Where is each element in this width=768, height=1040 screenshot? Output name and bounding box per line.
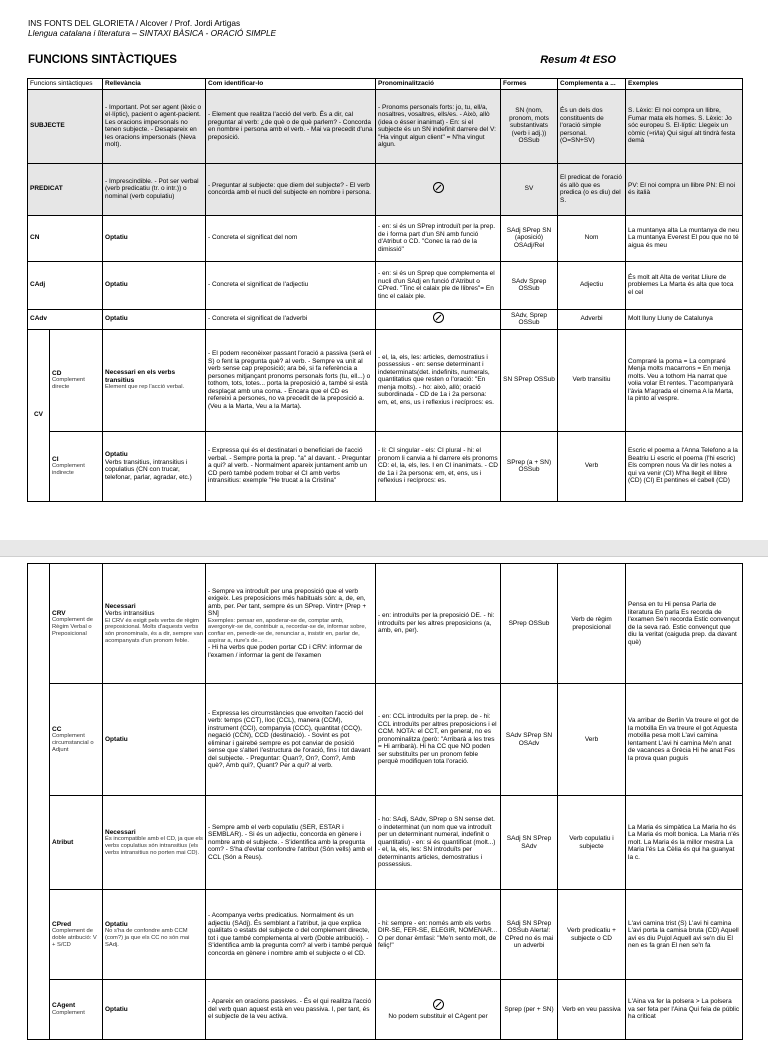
relevance-text: Necessari [105, 828, 136, 836]
function-name-text: CC [52, 725, 62, 733]
table-row [28, 163, 743, 215]
course-header: Llengua catalana i literatura – SINTAXI BÀSICA - ORACIÓ SIMPLE [28, 28, 277, 38]
cell-complements: Verb [558, 684, 626, 796]
function-name: CAdv [28, 309, 103, 329]
cell-pronoun: - en: si és un Sprep que complementa el nucli d'un SAdj en funció d'Atribut o CPred. "Tinc el calaix ple de llibres"= En tinc el calaix ple. [376, 261, 501, 309]
cell-forms: SAdj SN SPrep OSSub Alerta!: CPred no és mai un adverbi [501, 890, 558, 980]
cell-relevance: Optatiu [103, 261, 206, 309]
cell-examples: Compraré la poma = La compraré Menja molts macarrons = En menja molts. Veu a tothom Ha narrat que volia volar Et rentes. T'acompanyarà l'àvia M'agrada el cinema A la Marta, la pinto al vespre. [626, 329, 743, 431]
cell-relevance: Optatiu [103, 309, 206, 329]
col-header: Exemples [626, 79, 743, 90]
cell-pronoun: - Pronoms personals forts: jo, tu, ell/a, nosaltres, vosaltres, ells/es. - Això, allò (idea o ésser inanimat) - En: si el subjecte és un SN indefinit darrere del V: "Ha vingut algun client" = N'ha vingut algun. [376, 89, 501, 163]
group-label-cv: CV [28, 329, 50, 501]
relevance-note: Element que rep l'acció verbal. [105, 384, 185, 391]
table-row [28, 261, 743, 309]
cell-examples: Escric el poema a l'Anna Telefono a la Beatriu Li escric el poema (l'hi escric) Els compren nous Va dir les notes a qui va venir (CI) M'ha llegit el llibre (CD) (CI) Et pentines el cabell (CD) [626, 431, 743, 501]
cell-complements: El predicat de l'oració és allò que es predica (o es diu) del S. [558, 163, 626, 215]
col-header: Formes [501, 79, 558, 90]
table-row [28, 980, 743, 1040]
cell-complements: Adjectiu [558, 261, 626, 309]
relevance-note: El CRV és exigit pels verbs de règim preposicional. Molts d'aquests verbs són pronominals, és a dir, sempre van acompanyats d'un pronom feble. [105, 617, 203, 644]
function-name-text: CAgent [52, 1002, 76, 1010]
cell-forms: SPrep (a + SN) OSSub [501, 431, 558, 501]
cell-identify: - Concreta el significat de l'adjectiu [206, 261, 376, 309]
cell-forms: SAdj SN SPrep SAdv [501, 796, 558, 890]
cell-identify: - Expressa les circumstàncies que envolten l'acció del verb: temps (CCT), lloc (CCL), manera (CCM), instrument (CCI), companyia (CCC), quantitat (CCQ), negació (CCN), CCD (destinació). - Sovint es pot eliminar i gairebé sempre es pot canviar de posició sense que s'alteri l'estructura de l'oració, fins i tot davant del subjecte. - Preguntar: Quan?, On?, Com?, Amb què?, Amb qui?, Quant? Per a qui? al verb. [206, 684, 376, 796]
cell-forms: SV [501, 163, 558, 215]
cell-examples: És molt alt Alta de veritat Lliure de problemes La Marta és alta que toca el cel [626, 261, 743, 309]
cell-pronoun: - el, la, els, les: articles, demostratius i possessius - en: sense determinant i indeterminats(det. indefinits, numerals, quantitatius que resten o l'oració: "En menja molts). - ho: això, allò; oració subordinada - CD de 1a i 2a persona: em, et, ens, us i reflexius i recíprocs: es. [376, 329, 501, 431]
relevance-text: Necessari [105, 602, 136, 610]
cell-relevance [103, 890, 206, 980]
cell-examples: Molt lluny Lluny de Catalunya [626, 309, 743, 329]
functions-table-2 [27, 563, 743, 1040]
cell-forms: SN SPrep OSSub [501, 329, 558, 431]
cell-relevance: Optatiu [103, 980, 206, 1040]
cell-identify: - Concreta el significat de l'adverbi [206, 309, 376, 329]
cell-complements: Verb transitiu [558, 329, 626, 431]
col-header: Funcions sintàctiques [28, 79, 103, 90]
identify-text: - Sempre va introduït per una preposició que el verb exigeix. Les preposicions més habituals són: a, de, en, amb, per. Per tant, sempre és un SPrep. Vintr+ [Prep + SN] [208, 587, 367, 618]
cell-relevance: Optatiu [103, 684, 206, 796]
cell-examples: La Maria és simpàtica La Maria ho és La Maria és molt bonica. La Maria n'és molt. La Maria és la millor mestra La Maria l'és La Cèlia és qui ha guanyat la c. [626, 796, 743, 890]
table-row [28, 890, 743, 980]
function-subtitle: Complement circumstancial o Adjunt [52, 733, 94, 753]
table-row [28, 796, 743, 890]
cell-forms: SAdv Sprep OSSub [501, 261, 558, 309]
cell-pronoun: - en: CCL introduïts per la prep. de - hi: CCL introduïts per altres preposicions i el CCM. NOTA: el CCT, en general, no es pronominalitza (però: "Arribarà a les tres = Hi arribarà). Hi ha CC que NO poden ser substituïts per un pronom feble perquè modifiquen tota l'oració. [376, 684, 501, 796]
table-row [28, 329, 743, 431]
page-gap [0, 540, 768, 556]
cell-complements: Verb de règim preposicional [558, 564, 626, 684]
cell-complements: Nom [558, 215, 626, 261]
function-name-text: CRV [52, 609, 66, 617]
function-name [50, 564, 103, 684]
function-name [50, 980, 103, 1040]
function-subtitle: Complement de Règim Verbal o Preposicional [52, 617, 93, 637]
col-header: Pronominalització [376, 79, 501, 90]
function-name [50, 796, 103, 890]
identify-tail: - Hi ha verbs que poden portar CD i CRV: informar de l'examen / informar la gent de l'examen [208, 644, 363, 659]
cell-identify: - Expressa qui és el destinatari o beneficiari de l'acció verbal. - Sempre porta la prep. "a" al davant. - Preguntar a qui? al verb. - Normalment apareix juntament amb un CD però també podem trobar el CI amb verbs intransitius: exemple "He trucat a la Cristina" [206, 431, 376, 501]
cell-relevance: - Imprescindible. - Pot ser verbal (verb predicatiu (tr. o intr.)) o nominal (verb copulatiu) [103, 163, 206, 215]
cell-examples: S. Lèxic: El noi compra un llibre, Fumar mata els homes. S. Lèxic: Jo sóc europeu S. El·líptic: Llegeix un còmic (≈ri/la) Qui siguí alt tindrà festa demà [626, 89, 743, 163]
cell-identify: - El podem reconèixer passant l'oració a passiva (serà el S) o fent la pregunta què? al verb. - Sempre va unit al verb sense cap preposició; ara bé, si fa referència a persones mitjançant pronoms personals forts (tu, ell...) o tothom, tots, totes... porta la preposició a, també si està desplaçat amb una coma. - Encara que el CD es refereixi a persones, no va precedit de la preposició a. (Veu a la Marta, Veu a la Marta). [206, 329, 376, 431]
cell-examples: La muntanya alta La muntanya de neu La muntanya Everest El pou que no té aigua és meu [626, 215, 743, 261]
cell-pronoun: - li: CI singular - els: CI plural - hi: el pronom li canvia a hi darrere els pronoms CD: el, la, els, les. I en CI inanimats. - CD de 1a i 2a persona: em, et, ens, us i reflexius i recíprocs: es. [376, 431, 501, 501]
function-name: SUBJECTE [28, 89, 103, 163]
relevance-note: És incompatible amb el CD, ja que els verbs copulatius són intransitius (els verbs intransitius no porten mai CD). [105, 836, 203, 856]
function-name [50, 329, 103, 431]
function-name [50, 890, 103, 980]
cell-forms: Sprep (per + SN) [501, 980, 558, 1040]
cell-complements: Verb predicatiu + subjecte o CD [558, 890, 626, 980]
cell-identify: - Concreta el significat del nom [206, 215, 376, 261]
cell-pronoun: - en: introduïts per la preposició DE. - hi: introduïts per les altres preposicions (a, amb, en, per). [376, 564, 501, 684]
cell-pronoun: - ho: SAdj, SAdv, SPrep o SN sense det. o indeterminat (un nom que va introduït per un determinant numeral, indefinit o quantitatiu) - en: si és quantificat (molt...) - el, la, els, les: SN introduïts per determinants articles, demostratius i possessius. [376, 796, 501, 890]
not-applicable-icon [433, 999, 444, 1010]
cell-complements: Verb en veu passiva [558, 980, 626, 1040]
function-subtitle: Complement [52, 1009, 85, 1016]
cell-relevance: Optatiu [103, 215, 206, 261]
group-spacer [28, 564, 50, 1040]
function-subtitle: Complement indirecte [52, 463, 85, 476]
relevance-text: Optatiu [105, 920, 128, 928]
function-subtitle: Complement directe [52, 377, 85, 390]
table-row [28, 431, 743, 501]
function-name-text: CI [52, 455, 59, 463]
function-name [50, 684, 103, 796]
cell-examples: L'Aina va fer la polsera > La polsera va ser feta per l'Aina Qui feia de públic ha criticat [626, 980, 743, 1040]
function-name-text: Atribut [52, 838, 74, 846]
col-header: Rellevància [103, 79, 206, 90]
identify-examples: Exemples: pensar en, apoderar-se de, comptar amb, avergonyir-se de, contribuir a, recordar-se de, informar sobre, confiar en, penedir-se de, renunciar a, insistir en, parlar de, aspirar a, riure's de... [208, 617, 367, 644]
col-header: Com identificar-lo [206, 79, 376, 90]
function-name: CN [28, 215, 103, 261]
col-header: Complementa a ... [558, 79, 626, 90]
cell-pronoun [376, 980, 501, 1040]
table-row [28, 684, 743, 796]
cell-identify: - Apareix en oracions passives. - És el qui realitza l'acció del verb quan aquest està en veu passiva. I, per tant, és el subjecte de la veu activa. [206, 980, 376, 1040]
cell-relevance [103, 431, 206, 501]
function-name [50, 431, 103, 501]
table-row [28, 89, 743, 163]
cell-examples: Va arribar de Berlín Va treure el got de la motxilla En va treure el got Aquesta motxilla pesa molt L'avi camina lentament L'avi hi camina Me'n anat de vacances a Grècia Hi he anat Fes la prova quan puguis [626, 684, 743, 796]
pronoun-note: No podem substituir el CAgent per [388, 1012, 488, 1020]
cell-complements: És un dels dos constituents de l'oració simple personal. (O=SN+SV) [558, 89, 626, 163]
cell-pronoun [376, 309, 501, 329]
cell-complements: Adverbi [558, 309, 626, 329]
cell-forms: SPrep OSSub [501, 564, 558, 684]
page-2 [0, 556, 768, 1025]
cell-identify: - Acompanya verbs predicatius. Normalment és un adjectiu (SAdj). És semblant a l'atribut, ja que explica qualitats o estats del subjecte o del complement directe, tot i que també complementa al verb (Doble atribució). - S'identifica amb la pregunta com? al verb i també perquè concorda en gènere i nombre amb el subjecte o el CD. [206, 890, 376, 980]
table-row [28, 564, 743, 684]
cell-identify: - Element que realitza l'acció del verb. És a dir, cal preguntar al verb: ¿de què o de què parlem? - Concorda en nombre i persona amb el verb. - Mai va precedit d'una preposició. [206, 89, 376, 163]
relevance-sub: Verbs intransitius [105, 610, 155, 618]
relevance-note: No s'ha de confondre amb CCM (com?) ja que els CC no són mai SAdj. [105, 928, 190, 948]
document-subtitle: Resum 4t ESO [540, 54, 616, 66]
cell-pronoun: - hi: sempre - en: només amb els verbs DIR-SE, FER-SE, ELEGIR, NOMENAR... O per donar èmfasi: "Me'n sento molt, de feliç!" [376, 890, 501, 980]
cell-complements: Verb copulatiu i subjecte [558, 796, 626, 890]
cell-examples: L'avi camina trist (S) L'avi hi camina L'avi porta la camisa bruta (CD) Aquell avi es diu Pujol Aquell avi se'n diu El nen es fa gran El nen se'n fa [626, 890, 743, 980]
relevance-text: Optatiu [105, 451, 128, 458]
cell-forms: SN (nom, pronom, mots substantivats (verb i adj.)) OSSub [501, 89, 558, 163]
cell-complements: Verb [558, 431, 626, 501]
table-row [28, 215, 743, 261]
cell-identify: - Sempre amb el verb copulatiu (SER, ESTAR i SEMBLAR). - Si és un adjectiu, concorda en gènere i nombre amb el subjecte. - S'identifica amb la pregunta com? - S'ha d'evitar confondre l'atribut (Són vells) amb el CCL (Són a Reus). [206, 796, 376, 890]
not-applicable-icon [433, 312, 444, 323]
cell-pronoun: - en: si és un SPrep introduït per la prep. de i forma part d'un SN amb funció d'Atribut o CD. "Conec la raó de la dimissió" [376, 215, 501, 261]
school-header: INS FONTS DEL GLORIETA / Alcover / Prof. Jordi Artigas [28, 18, 241, 28]
function-subtitle: Complement de doble atribució: V + S/CD [52, 928, 97, 948]
relevance-text: Necessari en els verbs transitius [105, 369, 176, 384]
cell-identify [206, 564, 376, 684]
cell-forms: SAdj SPrep SN (aposició) OSAdj/Rel [501, 215, 558, 261]
function-name: CAdj [28, 261, 103, 309]
cell-forms: SAdv SPrep SN OSAdv [501, 684, 558, 796]
document-title: FUNCIONS SINTÀCTIQUES [28, 54, 177, 66]
cell-pronoun [376, 163, 501, 215]
cell-relevance [103, 329, 206, 431]
cell-relevance [103, 564, 206, 684]
cell-identify: - Preguntar al subjecte: que diem del subjecte? - El verb concorda amb el nucli del subjecte en nombre i persona. [206, 163, 376, 215]
cell-relevance: - Important. Pot ser agent (lèxic o el·líptic), pacient o agent-pacient. Les oracions impersonals no tenen subjecte. - Desapareix en les oracions impersonals (Neva molt). [103, 89, 206, 163]
not-applicable-icon [433, 182, 444, 193]
cell-forms: SAdv, Sprep OSSub [501, 309, 558, 329]
function-name: PREDICAT [28, 163, 103, 215]
relevance-note: Verbs transitius, intransitius i copulatius (CN con trucar, telefonar, parlar, agradar, etc.) [105, 458, 192, 481]
cell-examples: Pensa en tu Hi pensa Parla de literatura En parla Es recorda de l'examen Se'n recorda Estic convençut de la seva raó. Estic convençut que diu la veritat (caiguda prep. da davant què) [626, 564, 743, 684]
cell-examples: PV: El noi compra un llibre PN: El noi és italià [626, 163, 743, 215]
cell-relevance [103, 796, 206, 890]
functions-table-1 [27, 78, 743, 502]
table-row [28, 309, 743, 329]
function-name-text: CD [52, 369, 62, 377]
table-header-row [28, 79, 743, 90]
function-name-text: CPred [52, 920, 72, 928]
